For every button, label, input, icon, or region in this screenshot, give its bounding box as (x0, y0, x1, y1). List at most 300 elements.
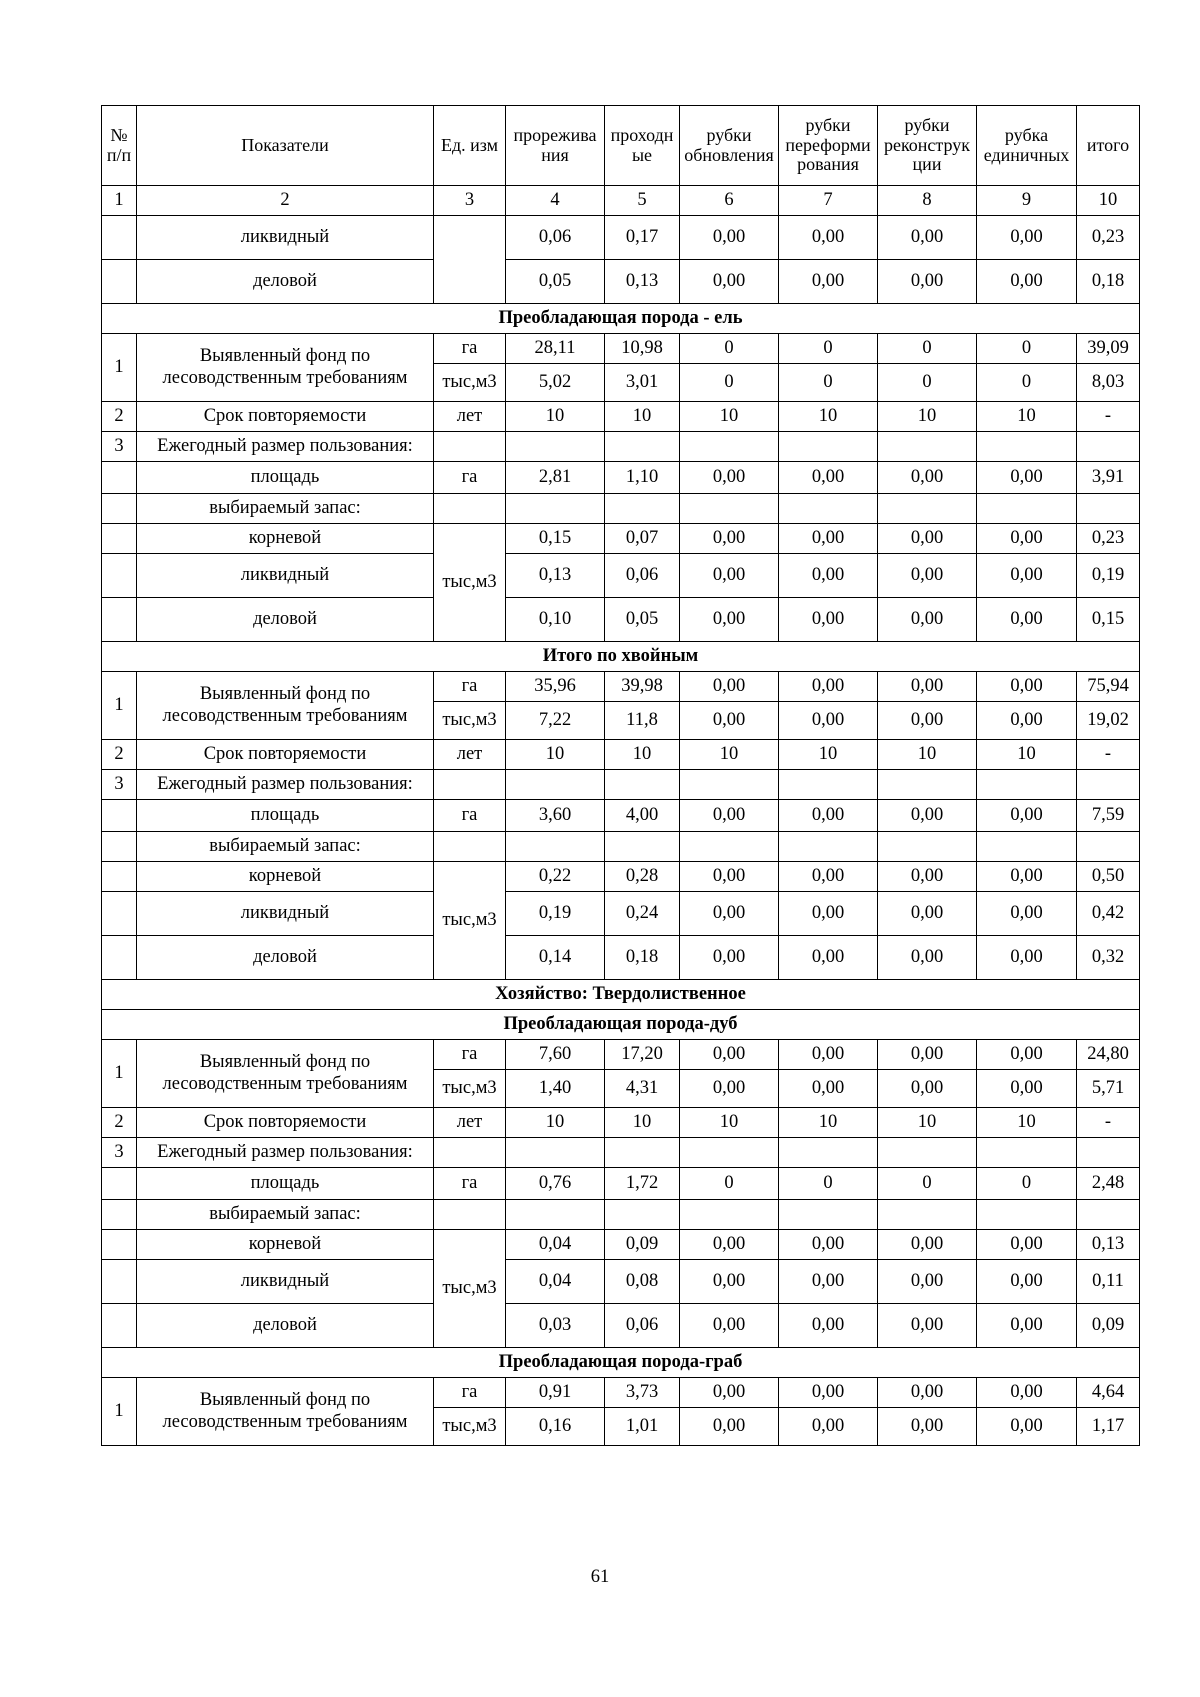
header-indicator: Показатели (137, 106, 434, 186)
period-row (102, 402, 1140, 432)
section-title: Итого по хвойным (102, 642, 1140, 672)
value-cell: 35,96 (506, 672, 605, 702)
value-cell: 0,00 (977, 1378, 1077, 1408)
empty-cell (1077, 770, 1140, 800)
stock-header-row (102, 1200, 1140, 1230)
value-cell: 0,00 (680, 800, 779, 832)
empty-cell (605, 832, 680, 862)
unit-cell: лет (434, 1108, 506, 1138)
unit-cell (434, 832, 506, 862)
empty-cell (779, 432, 878, 462)
section-title-row (102, 1010, 1140, 1040)
value-cell: 0,15 (506, 524, 605, 554)
stock-row (102, 554, 1140, 598)
value-cell: 0,00 (779, 800, 878, 832)
value-cell: 10 (878, 740, 977, 770)
value-cell: 0,07 (605, 524, 680, 554)
value-cell: 0,03 (506, 1304, 605, 1348)
value-cell: 0,00 (779, 1260, 878, 1304)
unit-cell (434, 1200, 506, 1230)
value-cell: 0,22 (506, 862, 605, 892)
value-cell: 0,13 (506, 554, 605, 598)
empty-cell (102, 1230, 137, 1260)
value-cell: 0 (779, 334, 878, 364)
value-cell: 10 (977, 402, 1077, 432)
empty-cell (878, 432, 977, 462)
area-label: площадь (137, 1168, 434, 1200)
empty-cell (102, 1200, 137, 1230)
period-row (102, 740, 1140, 770)
value-cell: 0 (680, 364, 779, 402)
header-passing: проходн ые (605, 106, 680, 186)
unit-cell (434, 494, 506, 524)
unit-cell: га (434, 800, 506, 832)
empty-cell (102, 892, 137, 936)
value-cell: 4,64 (1077, 1378, 1140, 1408)
value-cell: 10 (506, 740, 605, 770)
value-cell: 24,80 (1077, 1040, 1140, 1070)
column-number: 10 (1077, 186, 1140, 216)
row-number: 3 (102, 432, 137, 462)
value-cell: 0 (977, 1168, 1077, 1200)
area-label: площадь (137, 800, 434, 832)
row-number: 1 (102, 1378, 137, 1446)
unit-cell: га (434, 672, 506, 702)
value-cell: 10 (779, 1108, 878, 1138)
column-number: 2 (137, 186, 434, 216)
stock-row (102, 216, 1140, 260)
stock-label: ликвидный (137, 1260, 434, 1304)
value-cell: 0,00 (878, 524, 977, 554)
section-title-row (102, 642, 1140, 672)
value-cell: 10 (779, 740, 878, 770)
header-thinning: прорежива ния (506, 106, 605, 186)
stock-label: корневой (137, 862, 434, 892)
area-row (102, 462, 1140, 494)
value-cell: 0,18 (605, 936, 680, 980)
value-cell: 0,00 (779, 216, 878, 260)
value-cell: 0,00 (878, 554, 977, 598)
value-cell: 7,22 (506, 702, 605, 740)
value-cell: 0,06 (605, 554, 680, 598)
value-cell: 4,00 (605, 800, 680, 832)
value-cell: 0,00 (680, 702, 779, 740)
empty-cell (1077, 832, 1140, 862)
unit-cell: тыс,м3 (434, 524, 506, 642)
empty-cell (102, 494, 137, 524)
value-cell: 0,00 (977, 1304, 1077, 1348)
value-cell: 1,10 (605, 462, 680, 494)
value-cell: 0,19 (1077, 554, 1140, 598)
value-cell: 1,17 (1077, 1408, 1140, 1446)
value-cell: 0,00 (977, 1040, 1077, 1070)
value-cell: 7,59 (1077, 800, 1140, 832)
value-cell: 3,01 (605, 364, 680, 402)
empty-cell (1077, 1138, 1140, 1168)
value-cell: 0,19 (506, 892, 605, 936)
value-cell: 0,00 (878, 892, 977, 936)
header-single: рубка единичных (977, 106, 1077, 186)
column-number: 6 (680, 186, 779, 216)
value-cell: 0,32 (1077, 936, 1140, 980)
column-number: 3 (434, 186, 506, 216)
value-cell: 7,60 (506, 1040, 605, 1070)
unit-cell (434, 432, 506, 462)
stock-row (102, 260, 1140, 304)
value-cell: 0,00 (680, 1304, 779, 1348)
empty-cell (506, 432, 605, 462)
value-cell: 0,06 (506, 216, 605, 260)
value-cell: 0,16 (506, 1408, 605, 1446)
stock-header-label: выбираемый запас: (137, 1200, 434, 1230)
unit-cell: тыс,м3 (434, 862, 506, 980)
value-cell: 0,05 (506, 260, 605, 304)
period-label: Срок повторяемости (137, 1108, 434, 1138)
area-row (102, 800, 1140, 832)
value-cell: 0,04 (506, 1260, 605, 1304)
stock-header-label: выбираемый запас: (137, 494, 434, 524)
column-number: 1 (102, 186, 137, 216)
empty-cell (102, 260, 137, 304)
empty-cell (506, 494, 605, 524)
column-number: 5 (605, 186, 680, 216)
empty-cell (605, 770, 680, 800)
empty-cell (102, 598, 137, 642)
value-cell: 0,00 (779, 672, 878, 702)
value-cell: 19,02 (1077, 702, 1140, 740)
value-cell: 0,00 (680, 862, 779, 892)
stock-row (102, 1260, 1140, 1304)
value-cell: 0,00 (977, 936, 1077, 980)
empty-cell (102, 1168, 137, 1200)
value-cell: 3,91 (1077, 462, 1140, 494)
empty-cell (779, 1138, 878, 1168)
header-row (102, 106, 1140, 186)
stock-label: корневой (137, 1230, 434, 1260)
value-cell: 8,03 (1077, 364, 1140, 402)
stock-row (102, 1304, 1140, 1348)
column-number: 8 (878, 186, 977, 216)
annual-row (102, 770, 1140, 800)
section-title-row (102, 304, 1140, 334)
value-cell: 0,24 (605, 892, 680, 936)
value-cell: 0,13 (605, 260, 680, 304)
empty-cell (102, 554, 137, 598)
value-cell: 0 (779, 1168, 878, 1200)
empty-cell (680, 1200, 779, 1230)
empty-cell (102, 832, 137, 862)
empty-cell (102, 524, 137, 554)
value-cell: 0 (878, 364, 977, 402)
empty-cell (506, 770, 605, 800)
value-cell: 10,98 (605, 334, 680, 364)
stock-label: деловой (137, 260, 434, 304)
stock-header-row (102, 832, 1140, 862)
value-cell: 5,71 (1077, 1070, 1140, 1108)
value-cell: 10 (605, 740, 680, 770)
stock-label: корневой (137, 524, 434, 554)
header-unit: Ед. изм (434, 106, 506, 186)
empty-cell (506, 1200, 605, 1230)
empty-cell (878, 1200, 977, 1230)
empty-cell (102, 462, 137, 494)
value-cell: 0,50 (1077, 862, 1140, 892)
value-cell: 0,23 (1077, 524, 1140, 554)
value-cell: 10 (506, 402, 605, 432)
unit-cell (434, 1138, 506, 1168)
value-cell: 0,00 (878, 862, 977, 892)
empty-cell (680, 770, 779, 800)
column-number: 7 (779, 186, 878, 216)
value-cell: 0,00 (977, 862, 1077, 892)
value-cell: 0,18 (1077, 260, 1140, 304)
value-cell: 5,02 (506, 364, 605, 402)
area-label: площадь (137, 462, 434, 494)
header-num: № п/п (102, 106, 137, 186)
value-cell: 0,04 (506, 1230, 605, 1260)
empty-cell (605, 1200, 680, 1230)
value-cell: 75,94 (1077, 672, 1140, 702)
empty-cell (102, 1304, 137, 1348)
empty-cell (779, 494, 878, 524)
value-cell: 4,31 (605, 1070, 680, 1108)
unit-cell: тыс,м3 (434, 1408, 506, 1446)
header-total: итого (1077, 106, 1140, 186)
value-cell: 0,05 (605, 598, 680, 642)
stock-label: деловой (137, 598, 434, 642)
unit-cell: га (434, 462, 506, 494)
value-cell: 0,00 (878, 1304, 977, 1348)
row-number: 2 (102, 402, 137, 432)
fund-row (102, 334, 1140, 364)
empty-cell (977, 432, 1077, 462)
fund-label: Выявленный фонд по лесоводственным требованиям (137, 334, 434, 402)
value-cell: 0 (878, 334, 977, 364)
value-cell: 0,06 (605, 1304, 680, 1348)
value-cell: 0,11 (1077, 1260, 1140, 1304)
header-renewal: рубки обновления (680, 106, 779, 186)
stock-label: ликвидный (137, 554, 434, 598)
section-title: Преобладающая порода-дуб (102, 1010, 1140, 1040)
value-cell: 0,00 (977, 672, 1077, 702)
value-cell: 0,00 (680, 598, 779, 642)
empty-cell (102, 1260, 137, 1304)
value-cell: 0,00 (977, 702, 1077, 740)
value-cell: 0,00 (779, 524, 878, 554)
stock-row (102, 598, 1140, 642)
value-cell: 0,00 (878, 936, 977, 980)
value-cell: 39,98 (605, 672, 680, 702)
unit-cell: тыс,м3 (434, 1230, 506, 1348)
value-cell: 0,08 (605, 1260, 680, 1304)
empty-cell (977, 832, 1077, 862)
unit-cell: га (434, 1168, 506, 1200)
value-cell: 0,00 (680, 1260, 779, 1304)
empty-cell (680, 832, 779, 862)
value-cell: 0,00 (680, 216, 779, 260)
value-cell: 0 (878, 1168, 977, 1200)
stock-label: деловой (137, 1304, 434, 1348)
value-cell: 0,00 (680, 936, 779, 980)
value-cell: - (1077, 1108, 1140, 1138)
value-cell: 0,09 (605, 1230, 680, 1260)
stock-label: ликвидный (137, 892, 434, 936)
value-cell: 0,00 (779, 260, 878, 304)
section-title: Преобладающая порода - ель (102, 304, 1140, 334)
value-cell: 0,00 (878, 1040, 977, 1070)
value-cell: 0,91 (506, 1378, 605, 1408)
value-cell: 0,00 (680, 1040, 779, 1070)
period-label: Срок повторяемости (137, 402, 434, 432)
value-cell: 39,09 (1077, 334, 1140, 364)
value-cell: 0,00 (680, 260, 779, 304)
empty-cell (1077, 494, 1140, 524)
unit-cell: тыс,м3 (434, 702, 506, 740)
unit-cell: га (434, 1378, 506, 1408)
value-cell: 0,00 (680, 892, 779, 936)
unit-cell: га (434, 1040, 506, 1070)
annual-label: Ежегодный размер пользования: (137, 770, 434, 800)
value-cell: 0,23 (1077, 216, 1140, 260)
empty-cell (102, 862, 137, 892)
stock-header-row (102, 494, 1140, 524)
empty-cell (878, 1138, 977, 1168)
column-number-row (102, 186, 1140, 216)
row-number: 2 (102, 740, 137, 770)
value-cell: 0,00 (680, 524, 779, 554)
period-label: Срок повторяемости (137, 740, 434, 770)
value-cell: 0,00 (779, 936, 878, 980)
unit-cell: тыс,м3 (434, 1070, 506, 1108)
value-cell: 0,00 (680, 672, 779, 702)
value-cell: 0,42 (1077, 892, 1140, 936)
value-cell: 0,00 (878, 1408, 977, 1446)
value-cell: 0,00 (878, 216, 977, 260)
value-cell: 0,00 (680, 1070, 779, 1108)
value-cell: 10 (977, 740, 1077, 770)
value-cell: 0,00 (977, 1070, 1077, 1108)
column-number: 4 (506, 186, 605, 216)
value-cell: 0,00 (977, 892, 1077, 936)
row-number: 3 (102, 770, 137, 800)
row-number: 1 (102, 1040, 137, 1108)
value-cell: 0,00 (878, 800, 977, 832)
section-title-row (102, 1348, 1140, 1378)
value-cell: 0,00 (878, 702, 977, 740)
value-cell: 0,00 (878, 1260, 977, 1304)
empty-cell (779, 770, 878, 800)
value-cell: 0,00 (977, 260, 1077, 304)
annual-row (102, 432, 1140, 462)
value-cell: 0,00 (977, 1260, 1077, 1304)
annual-label: Ежегодный размер пользования: (137, 1138, 434, 1168)
value-cell: 0,00 (680, 462, 779, 494)
row-number: 3 (102, 1138, 137, 1168)
value-cell: 0,00 (977, 800, 1077, 832)
value-cell: 0,00 (779, 598, 878, 642)
stock-row (102, 892, 1140, 936)
value-cell: 0,15 (1077, 598, 1140, 642)
unit-cell: тыс,м3 (434, 364, 506, 402)
section-title-row (102, 980, 1140, 1010)
value-cell: 0,00 (680, 554, 779, 598)
annual-row (102, 1138, 1140, 1168)
stock-row (102, 524, 1140, 554)
value-cell: 0,00 (779, 1040, 878, 1070)
empty-cell (977, 1200, 1077, 1230)
value-cell: 0,00 (779, 1304, 878, 1348)
period-row (102, 1108, 1140, 1138)
unit-cell (434, 216, 506, 304)
empty-cell (779, 832, 878, 862)
empty-cell (878, 494, 977, 524)
value-cell: 0,17 (605, 216, 680, 260)
empty-cell (605, 432, 680, 462)
value-cell: 17,20 (605, 1040, 680, 1070)
row-number: 1 (102, 334, 137, 402)
value-cell: 0,00 (779, 1378, 878, 1408)
empty-cell (779, 1200, 878, 1230)
row-number: 2 (102, 1108, 137, 1138)
value-cell: 0,00 (680, 1408, 779, 1446)
value-cell: 0,00 (878, 462, 977, 494)
value-cell: 2,81 (506, 462, 605, 494)
value-cell: 2,48 (1077, 1168, 1140, 1200)
value-cell: 0,00 (977, 216, 1077, 260)
empty-cell (680, 432, 779, 462)
value-cell: 0,00 (977, 554, 1077, 598)
value-cell: 0,28 (605, 862, 680, 892)
value-cell: 0,00 (878, 1378, 977, 1408)
value-cell: 0,00 (680, 1378, 779, 1408)
stock-row (102, 936, 1140, 980)
fund-label: Выявленный фонд по лесоводственным требованиям (137, 672, 434, 740)
header-reformation: рубки переформи рования (779, 106, 878, 186)
value-cell: 10 (779, 402, 878, 432)
stock-row (102, 862, 1140, 892)
empty-cell (102, 216, 137, 260)
empty-cell (680, 494, 779, 524)
fund-row (102, 1040, 1140, 1070)
value-cell: 0,10 (506, 598, 605, 642)
value-cell: 3,60 (506, 800, 605, 832)
value-cell: 0 (680, 1168, 779, 1200)
unit-cell: лет (434, 402, 506, 432)
empty-cell (102, 936, 137, 980)
unit-cell: га (434, 334, 506, 364)
empty-cell (878, 832, 977, 862)
empty-cell (1077, 1200, 1140, 1230)
section-title: Преобладающая порода-граб (102, 1348, 1140, 1378)
annual-label: Ежегодный размер пользования: (137, 432, 434, 462)
fund-label: Выявленный фонд по лесоводственным требованиям (137, 1378, 434, 1446)
value-cell: 0 (779, 364, 878, 402)
forest-use-table (101, 105, 1140, 1446)
empty-cell (605, 494, 680, 524)
value-cell: 0,00 (878, 1070, 977, 1108)
value-cell: 10 (680, 1108, 779, 1138)
fund-label: Выявленный фонд по лесоводственным требованиям (137, 1040, 434, 1108)
column-number: 9 (977, 186, 1077, 216)
value-cell: 0,00 (779, 554, 878, 598)
value-cell: 0,09 (1077, 1304, 1140, 1348)
value-cell: 0,00 (977, 1230, 1077, 1260)
value-cell: 0,00 (977, 1408, 1077, 1446)
value-cell: 0,13 (1077, 1230, 1140, 1260)
value-cell: 0,00 (878, 598, 977, 642)
stock-label: деловой (137, 936, 434, 980)
value-cell: - (1077, 402, 1140, 432)
